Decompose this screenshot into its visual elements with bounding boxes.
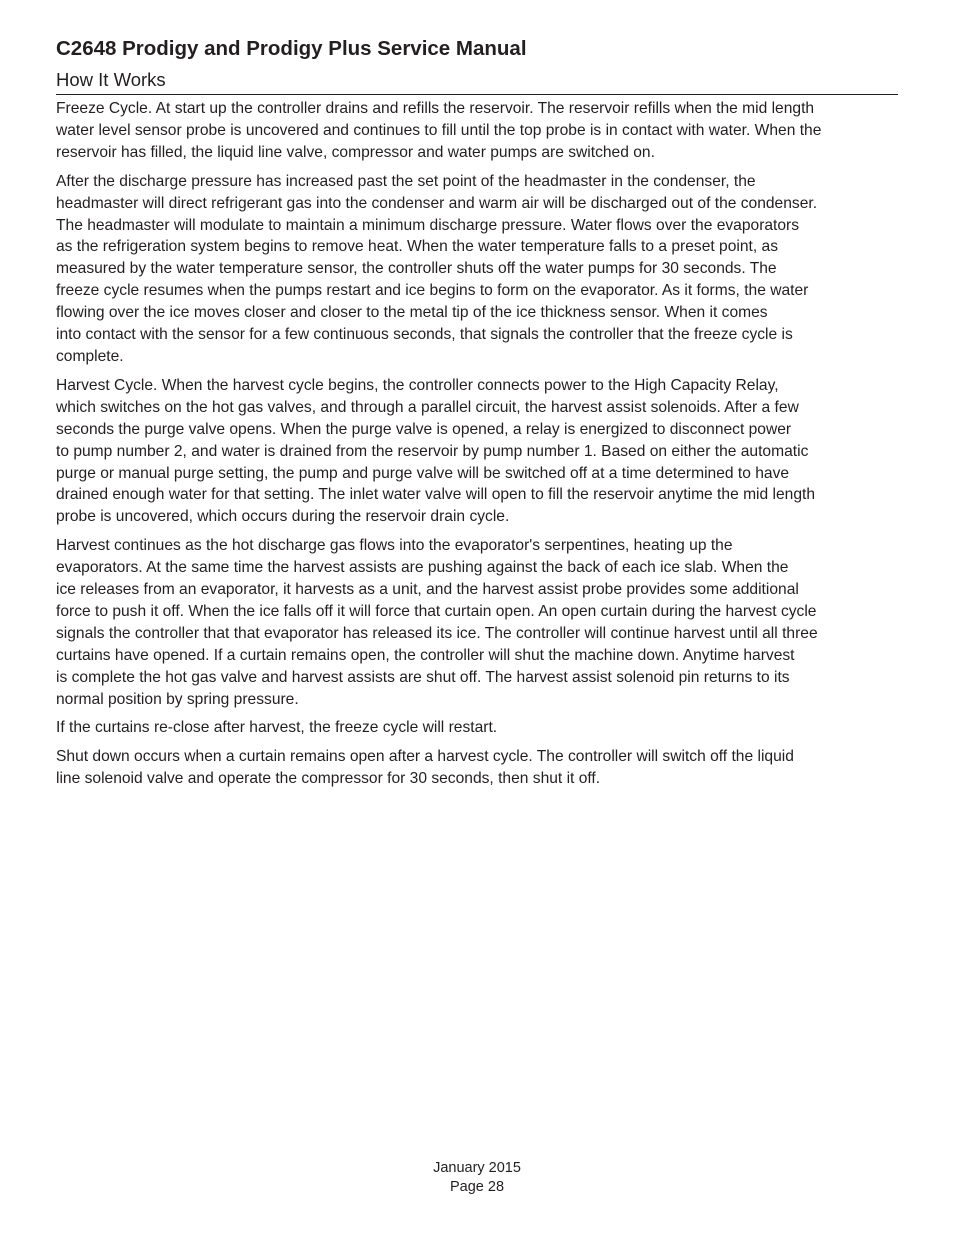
- text-line: to pump number 2, and water is drained from the reservoir by pump number 1. Based on either the automatic: [56, 442, 809, 460]
- text-line: signals the controller that that evaporator has released its ice. The controller will continue harvest until all three: [56, 624, 818, 642]
- text-line: seconds the purge valve opens. When the purge valve is opened, a relay is energized to disconnect power: [56, 420, 792, 438]
- text-line: evaporators. At the same time the harvest assists are pushing against the back of each ice slab. When the: [56, 559, 789, 577]
- text-line: The headmaster will modulate to maintain a minimum discharge pressure. Water flows over the evaporators: [56, 216, 800, 234]
- text-line: flowing over the ice moves closer and closer to the metal tip of the ice thickness sensor. When it comes: [56, 304, 768, 322]
- text-line: Harvest continues as the hot discharge gas flows into the evaporator's serpentines, heating up the: [56, 537, 733, 555]
- text-line: ice releases from an evaporator, it harvests as a unit, and the harvest assist probe provides some additional: [56, 581, 799, 599]
- body-content: [56, 98, 898, 797]
- paragraph-harvest-cycle: [56, 375, 898, 528]
- text-line: curtains have opened. If a curtain remains open, the controller will shut the machine down. Anytime harvest: [56, 646, 795, 664]
- text-line: After the discharge pressure has increased past the set point of the headmaster in the condenser, the: [56, 172, 756, 190]
- text-line: purge or manual purge setting, the pump and purge valve will be switched off at a time determined to have: [56, 464, 790, 482]
- text-line: force to push it off. When the ice falls off it will force that curtain open. An open curtain during the harvest cycle: [56, 602, 817, 620]
- text-line: reservoir has filled, the liquid line valve, compressor and water pumps are switched on.: [56, 143, 655, 161]
- text-line: headmaster will direct refrigerant gas into the condenser and warm air will be discharged out of the condenser.: [56, 194, 818, 212]
- paragraph-curtains-reclose: [56, 717, 898, 739]
- text-line: water level sensor probe is uncovered and continues to fill until the top probe is in contact with water. When the: [56, 121, 822, 139]
- text-line: line solenoid valve and operate the compressor for 30 seconds, then shut it off.: [56, 770, 601, 788]
- text-line: normal position by spring pressure.: [56, 690, 299, 708]
- text-line: drained enough water for that setting. The inlet water valve will open to fill the reservoir anytime the mid length: [56, 486, 816, 504]
- text-line: complete.: [56, 347, 124, 365]
- text-line: which switches on the hot gas valves, and through a parallel circuit, the harvest assist solenoids. After a few: [56, 398, 799, 416]
- text-line: Freeze Cycle. At start up the controller drains and refills the reservoir. The reservoir refills when the mid length: [56, 100, 815, 117]
- page-number: Page 28: [449, 1179, 505, 1195]
- text-line: If the curtains re-close after harvest, the freeze cycle will restart.: [56, 719, 498, 737]
- paragraph-discharge-pressure: [56, 171, 898, 368]
- document-title: C2648 Prodigy and Prodigy Plus Service Manual: [56, 37, 527, 60]
- text-line: is complete the hot gas valve and harvest assists are shut off. The harvest assist solenoid pin returns to its: [56, 668, 790, 686]
- page-header: [56, 36, 898, 95]
- page-footer: [0, 1159, 954, 1197]
- text-line: into contact with the sensor for a few continuous seconds, that signals the controller that the freeze cycle is: [56, 326, 793, 344]
- footer-date: January 2015: [433, 1160, 521, 1176]
- paragraph-harvest-continues: [56, 535, 898, 710]
- section-title: How It Works: [56, 68, 898, 95]
- text-line: probe is uncovered, which occurs during the reservoir drain cycle.: [56, 508, 510, 526]
- paragraph-freeze-cycle: [56, 98, 898, 164]
- text-line: as the refrigeration system begins to remove heat. When the water temperature falls to a preset point, as: [56, 238, 779, 256]
- text-line: freeze cycle resumes when the pumps restart and ice begins to form on the evaporator. As it forms, the water: [56, 282, 809, 300]
- text-line: Harvest Cycle. When the harvest cycle begins, the controller connects power to the High Capacity Relay,: [56, 376, 779, 394]
- text-line: Shut down occurs when a curtain remains open after a harvest cycle. The controller will switch off the liquid: [56, 748, 794, 766]
- paragraph-shut-down: [56, 746, 898, 790]
- text-line: measured by the water temperature sensor, the controller shuts off the water pumps for 30 seconds. The: [56, 260, 777, 278]
